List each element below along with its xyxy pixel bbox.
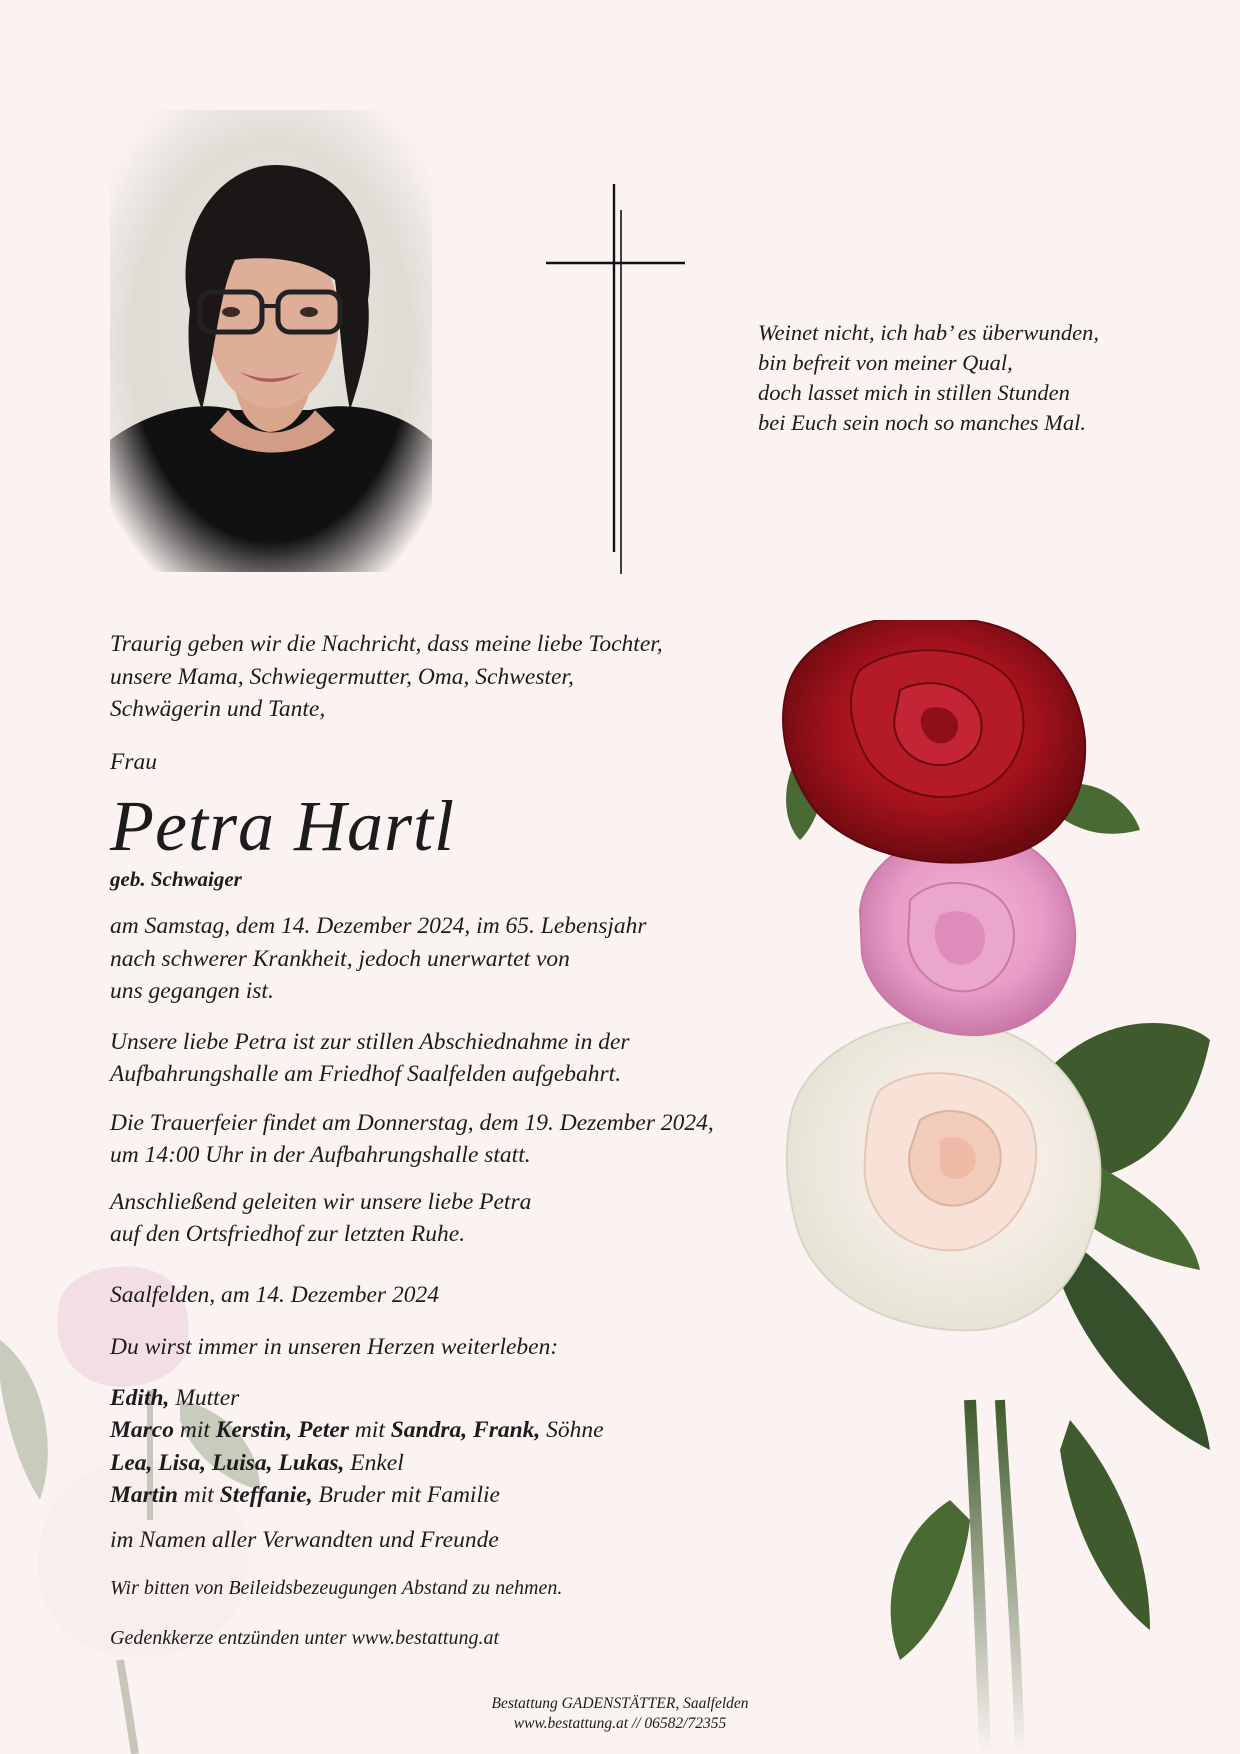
family-name: Sandra, [390,1417,468,1443]
family-name: Frank, [473,1417,541,1443]
paragraph-line: uns gegangen ist. [110,978,274,1004]
intro [110,628,830,726]
family-name: Marco [110,1417,174,1443]
footer-contact: www.bestattung.at // 06582/72355 [513,1715,727,1732]
intro-line: Traurig geben wir die Nachricht, dass meine liebe Tochter, [110,631,663,657]
paragraph-line: auf den Ortsfriedhof zur letzten Ruhe. [110,1221,466,1247]
cross-icon [540,180,690,580]
family-name: Edith, [110,1384,170,1411]
paragraph-line: um 14:00 Uhr in der Aufbahrungshalle statt. [110,1142,531,1168]
paragraph-line: Die Trauerfeier findet am Donnerstag, dem 19. Dezember 2024, [110,1109,714,1136]
family-sons [110,1417,604,1443]
portrait-photo [110,110,432,572]
funeral-home-footer [420,1694,820,1734]
relatives-line: im Namen aller Verwandten und Freunde [110,1526,499,1553]
family-role: Enkel [350,1449,404,1476]
paragraph-line: Aufbahrungshalle am Friedhof Saalfelden aufgebahrt. [110,1061,622,1087]
poem-line: doch lasset mich in stillen Stunden [758,380,1070,405]
service-paragraph [110,1107,830,1172]
paragraph-line: Anschließend geleiten wir unsere liebe Petra [110,1188,532,1215]
footer-company: Bestattung GADENSTÄTTER, Saalfelden [491,1695,749,1712]
roses-illustration [770,620,1240,1754]
intro-line: unsere Mama, Schwiegermutter, Oma, Schwester, [110,663,574,690]
condolence-note: Wir bitten von Beileidsbezeugungen Abstand zu nehmen. [110,1577,563,1599]
family-name: Steffanie, [219,1482,313,1508]
family-word: mit [183,1482,214,1508]
intro-line: Schwägerin und Tante, [110,696,326,722]
poem-line: Weinet nicht, ich hab’ es überwunden, [758,320,1099,345]
family-list [110,1382,830,1512]
family-grandchildren [110,1450,404,1476]
family-word: mit [354,1417,385,1443]
burial-paragraph [110,1186,830,1251]
family-name: Kerstin, [215,1417,293,1443]
viewing-paragraph [110,1026,830,1091]
family-name: Martin [110,1482,178,1508]
family-brother [110,1482,500,1508]
paragraph-line: Unsere liebe Petra ist zur stillen Abschiednahme in der [110,1028,630,1055]
farewell-line: Du wirst immer in unseren Herzen weiterleben: [110,1334,559,1360]
death-paragraph [110,910,830,1008]
obituary-text [110,628,830,1652]
maiden-name: geb. Schwaiger [110,867,242,891]
deceased-title: Frau [110,748,157,775]
poem [758,318,1178,438]
family-name: Lea, Lisa, Luisa, Lukas, [110,1449,345,1476]
family-mother [110,1385,239,1411]
family-name: Peter [298,1417,349,1443]
family-role: Söhne [546,1417,604,1443]
family-role: Mutter [175,1384,240,1411]
deceased-name: Petra Hartl [110,786,455,866]
paragraph-line: nach schwerer Krankheit, jedoch unerwartet von [110,945,570,972]
candle-note: Gedenkkerze entzünden unter www.bestattung.at [110,1627,500,1649]
white-rose [787,1020,1101,1330]
paragraph-line: am Samstag, dem 14. Dezember 2024, im 65. Lebensjahr [110,913,647,939]
poem-line: bei Euch sein noch so manches Mal. [758,410,1087,435]
place-date: Saalfelden, am 14. Dezember 2024 [110,1281,439,1308]
poem-line: bin befreit von meiner Qual, [758,350,1013,375]
family-role: Bruder mit Familie [318,1482,500,1508]
family-word: mit [179,1417,210,1443]
